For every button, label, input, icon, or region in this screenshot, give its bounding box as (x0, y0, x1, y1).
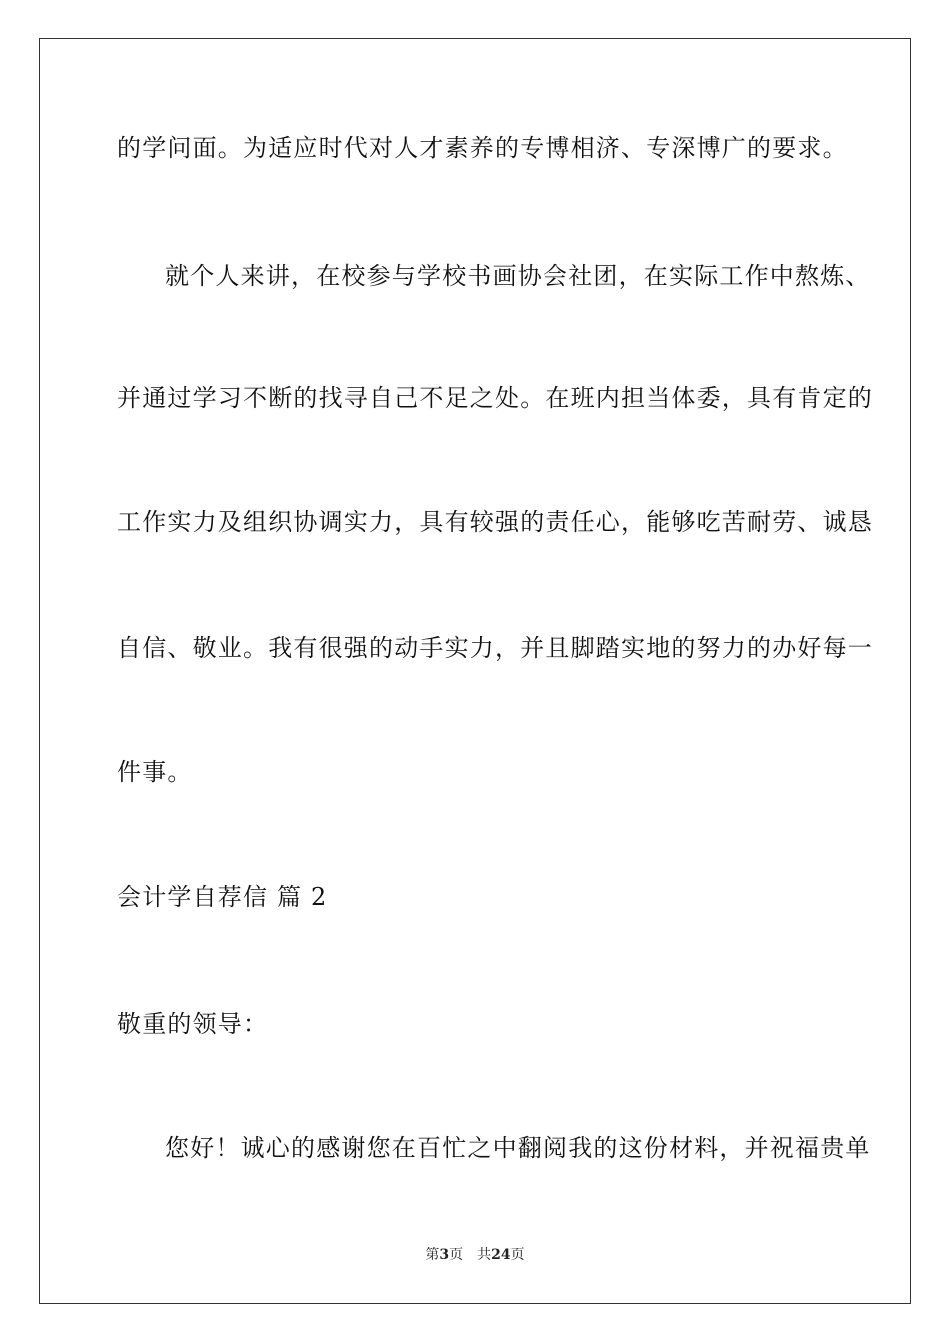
text-line-2: 就个人来讲，在校参与学校书画协会社团，在实际工作中熬炼、 (165, 262, 871, 290)
text-line-4: 工作实力及组织协调实力，具有较强的责任心，能够吃苦耐劳、诚恳 (117, 508, 873, 536)
page-border (39, 38, 911, 1304)
text-line-3: 并通过学习不断的找寻自己不足之处。在班内担当体委，具有肯定的 (117, 384, 873, 412)
total-pages: 24 (491, 1247, 511, 1263)
text-line-5: 自信、敬业。我有很强的动手实力，并且脚踏实地的努力的办好每一 (117, 634, 873, 662)
salutation: 敬重的领导： (117, 1010, 269, 1038)
text-line-1: 的学问面。为适应时代对人才素养的专博相济、专深博广的要求。 (117, 134, 848, 162)
text-line-6: 件事。 (117, 758, 193, 786)
total-prefix: 共 (477, 1247, 492, 1263)
page-suffix: 页 (449, 1247, 464, 1263)
total-suffix: 页 (510, 1247, 525, 1263)
section-heading: 会计学自荐信 篇 2 (117, 883, 328, 911)
page-prefix: 第 (425, 1247, 440, 1263)
text-line-9: 您好！诚心的感谢您在百忙之中翻阅我的这份材料，并祝福贵单 (165, 1134, 871, 1162)
page-footer (0, 1246, 950, 1264)
page-number: 3 (439, 1247, 450, 1263)
